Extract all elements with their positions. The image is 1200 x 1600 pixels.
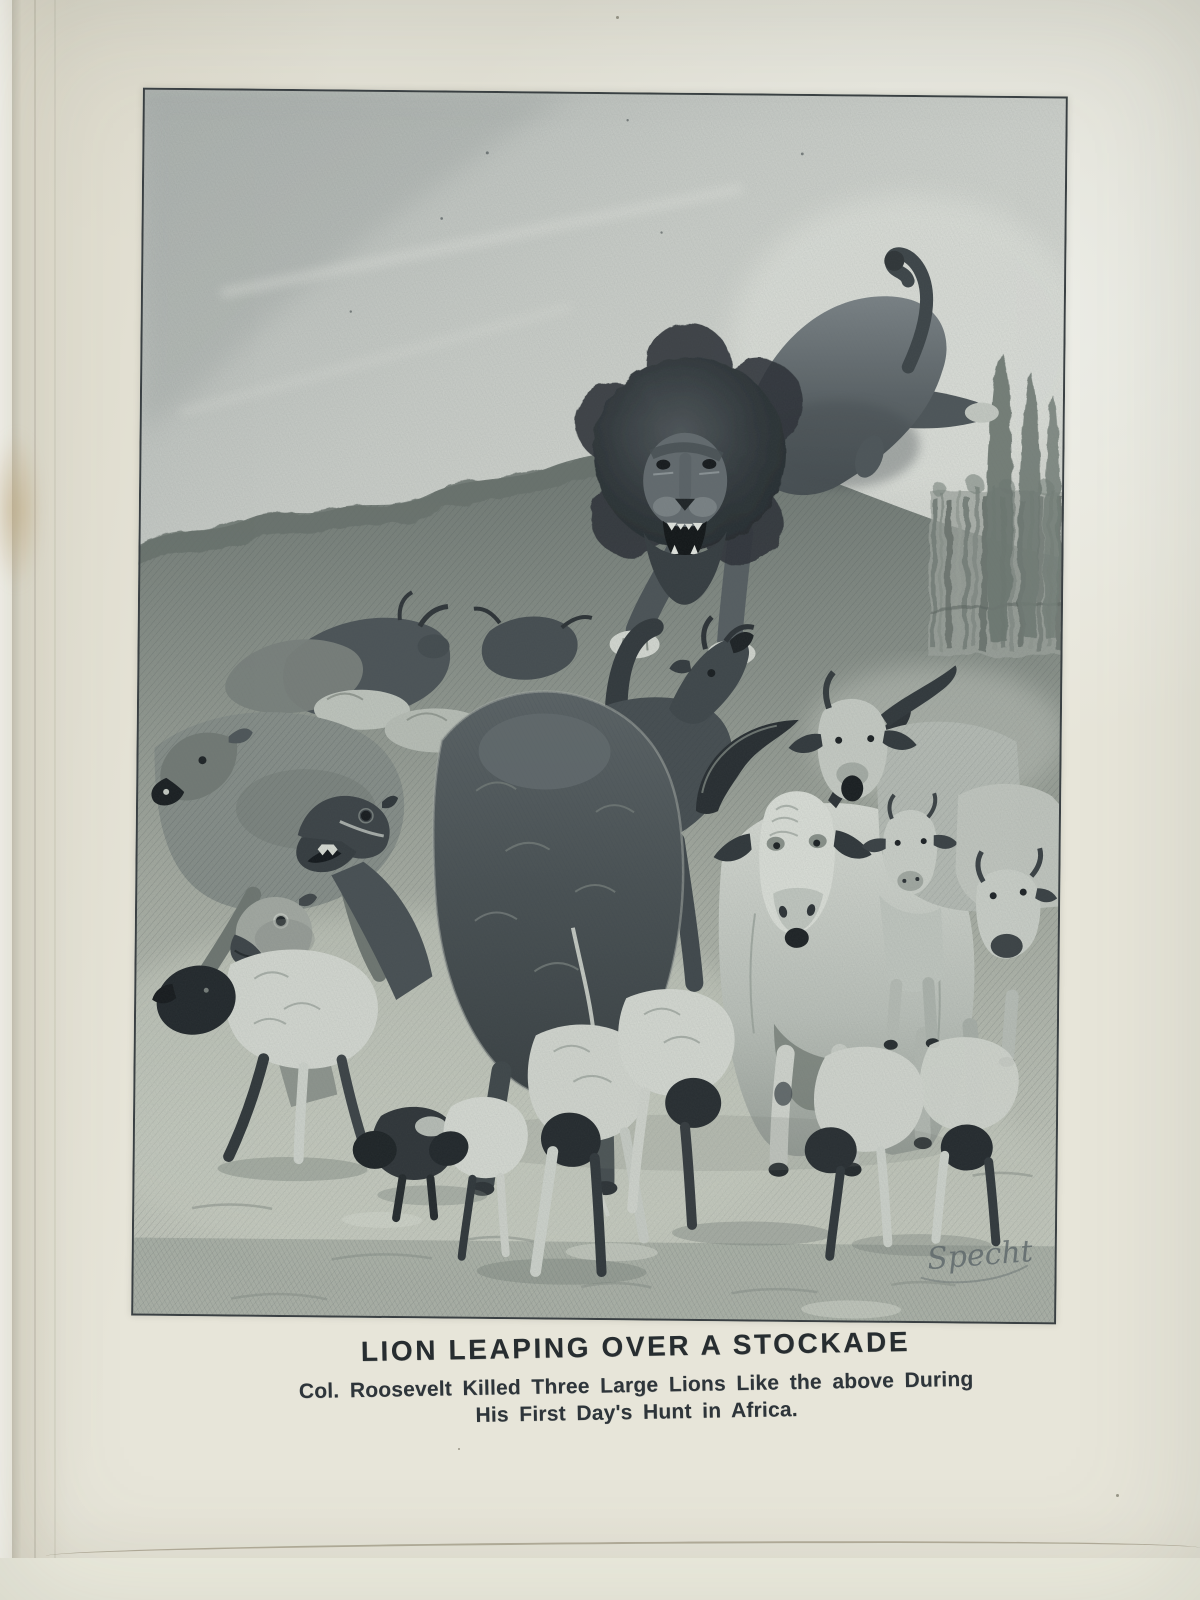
page-crease bbox=[34, 0, 36, 1600]
page-edge-fade bbox=[21, 0, 69, 1600]
page-edge-groove bbox=[12, 0, 21, 1600]
dust-speck bbox=[1116, 1494, 1119, 1497]
engraving-hatch bbox=[131, 88, 1068, 1325]
caption-line-2: His First Day's Hunt in Africa. bbox=[475, 1398, 798, 1428]
caption-block bbox=[135, 1321, 1137, 1436]
caption-title: LION LEAPING OVER A STOCKADE bbox=[360, 1325, 911, 1368]
page-fore-edge bbox=[0, 0, 12, 1600]
page-crease bbox=[54, 0, 56, 1600]
caption-line-1: Col. Roosevelt Killed Three Large Lions Like the above During bbox=[298, 1367, 974, 1403]
artist-signature: Specht bbox=[925, 1233, 1035, 1278]
illustration-plate bbox=[131, 88, 1068, 1325]
dust-speck bbox=[458, 1448, 460, 1450]
dust-speck bbox=[616, 16, 619, 19]
